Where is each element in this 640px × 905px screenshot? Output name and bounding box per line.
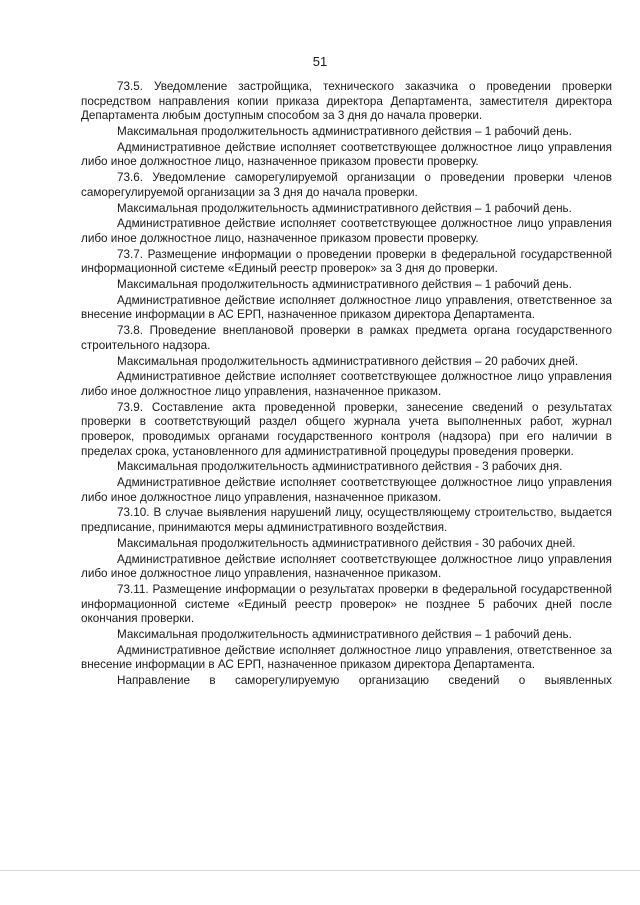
scan-edge-line (0, 870, 640, 871)
paragraph: Административное действие исполняет соответствующее должностное лицо управления либо иное должностное лицо управления, назначенное приказом. (81, 552, 612, 581)
paragraph: 73.7. Размещение информации о проведении проверки в федеральной государственной информационной системе «Единый реестр проверок» за 3 дня до проверки. (81, 247, 612, 276)
paragraph: Административное действие исполняет соответствующее должностное лицо управления либо иное должностное лицо, назначенное приказом провести проверку. (81, 140, 612, 169)
paragraph: 73.8. Проведение внеплановой проверки в рамках предмета органа государственного строительного надзора. (81, 324, 612, 352)
paragraph: 73.5. Уведомление застройщика, технического заказчика о проведении проверки посредством направления копии приказа директора Департамента, заместителя директора Департамента любым доступным способом за 3 дня до начала проверки. (81, 80, 612, 123)
paragraph: Административное действие исполняет соответствующее должностное лицо управления либо иное должностное лицо управления, назначенное приказом. (81, 476, 612, 504)
paragraph: Максимальная продолжительность административного действия – 1 рабочий день. (117, 627, 572, 641)
paragraph: Административное действие исполняет должностное лицо управления, ответственное за внесение информации в АС ЕРП, назначенное приказом директора Департамента. (81, 643, 612, 672)
paragraph: Административное действие исполняет соответствующее должностное лицо управления либо иное должностное лицо, назначенное приказом провести проверку. (81, 217, 612, 245)
paragraph: 73.6. Уведомление саморегулируемой организации о проведении проверки членов саморегулируемой организации за 3 дня до начала проверки. (81, 171, 612, 199)
paragraph: 73.10. В случае выявления нарушений лицу, осуществляющему строительство, выдается предписание, принимаются меры административного воздействия. (81, 506, 612, 535)
paragraph: 73.9. Составление акта проведенной проверки, занесение сведений о результатах проверки в соответствующий раздел общего журнала учета выполненных работ, журнал проверок, проводимых органами государственного контроля (надзора) при его наличии в пределах срока, установленного для административной процедуры проведения проверки. (81, 400, 612, 458)
paragraph: Максимальная продолжительность административного действия – 20 рабочих дней. (117, 354, 579, 368)
paragraph: 73.11. Размещение информации о результатах проверки в федеральной государственной информационной системе «Единый реестр проверок» не позднее 5 рабочих дней после окончания проверки. (81, 582, 612, 626)
paragraph: Административное действие исполняет соответствующее должностное лицо управления либо иное должностное лицо управления, назначенное приказом. (81, 370, 612, 398)
paragraph: Максимальная продолжительность административного действия - 30 рабочих дней. (117, 536, 576, 550)
paragraph: Максимальная продолжительность административного действия - 3 рабочих дня. (117, 460, 563, 474)
paragraph: Максимальная продолжительность административного действия – 1 рабочий день. (117, 278, 572, 292)
document-body (81, 80, 612, 690)
paragraph: Максимальная продолжительность административного действия – 1 рабочий день. (117, 201, 572, 215)
page-number: 51 (312, 54, 328, 69)
paragraph: Административное действие исполняет должностное лицо управления, ответственное за внесение информации в АС ЕРП, назначенное приказом директора Департамента. (81, 293, 612, 322)
paragraph: Максимальная продолжительность административного действия – 1 рабочий день. (117, 124, 572, 138)
paragraph-continued: Направление в саморегулируемую организацию сведений о выявленных (117, 674, 612, 688)
